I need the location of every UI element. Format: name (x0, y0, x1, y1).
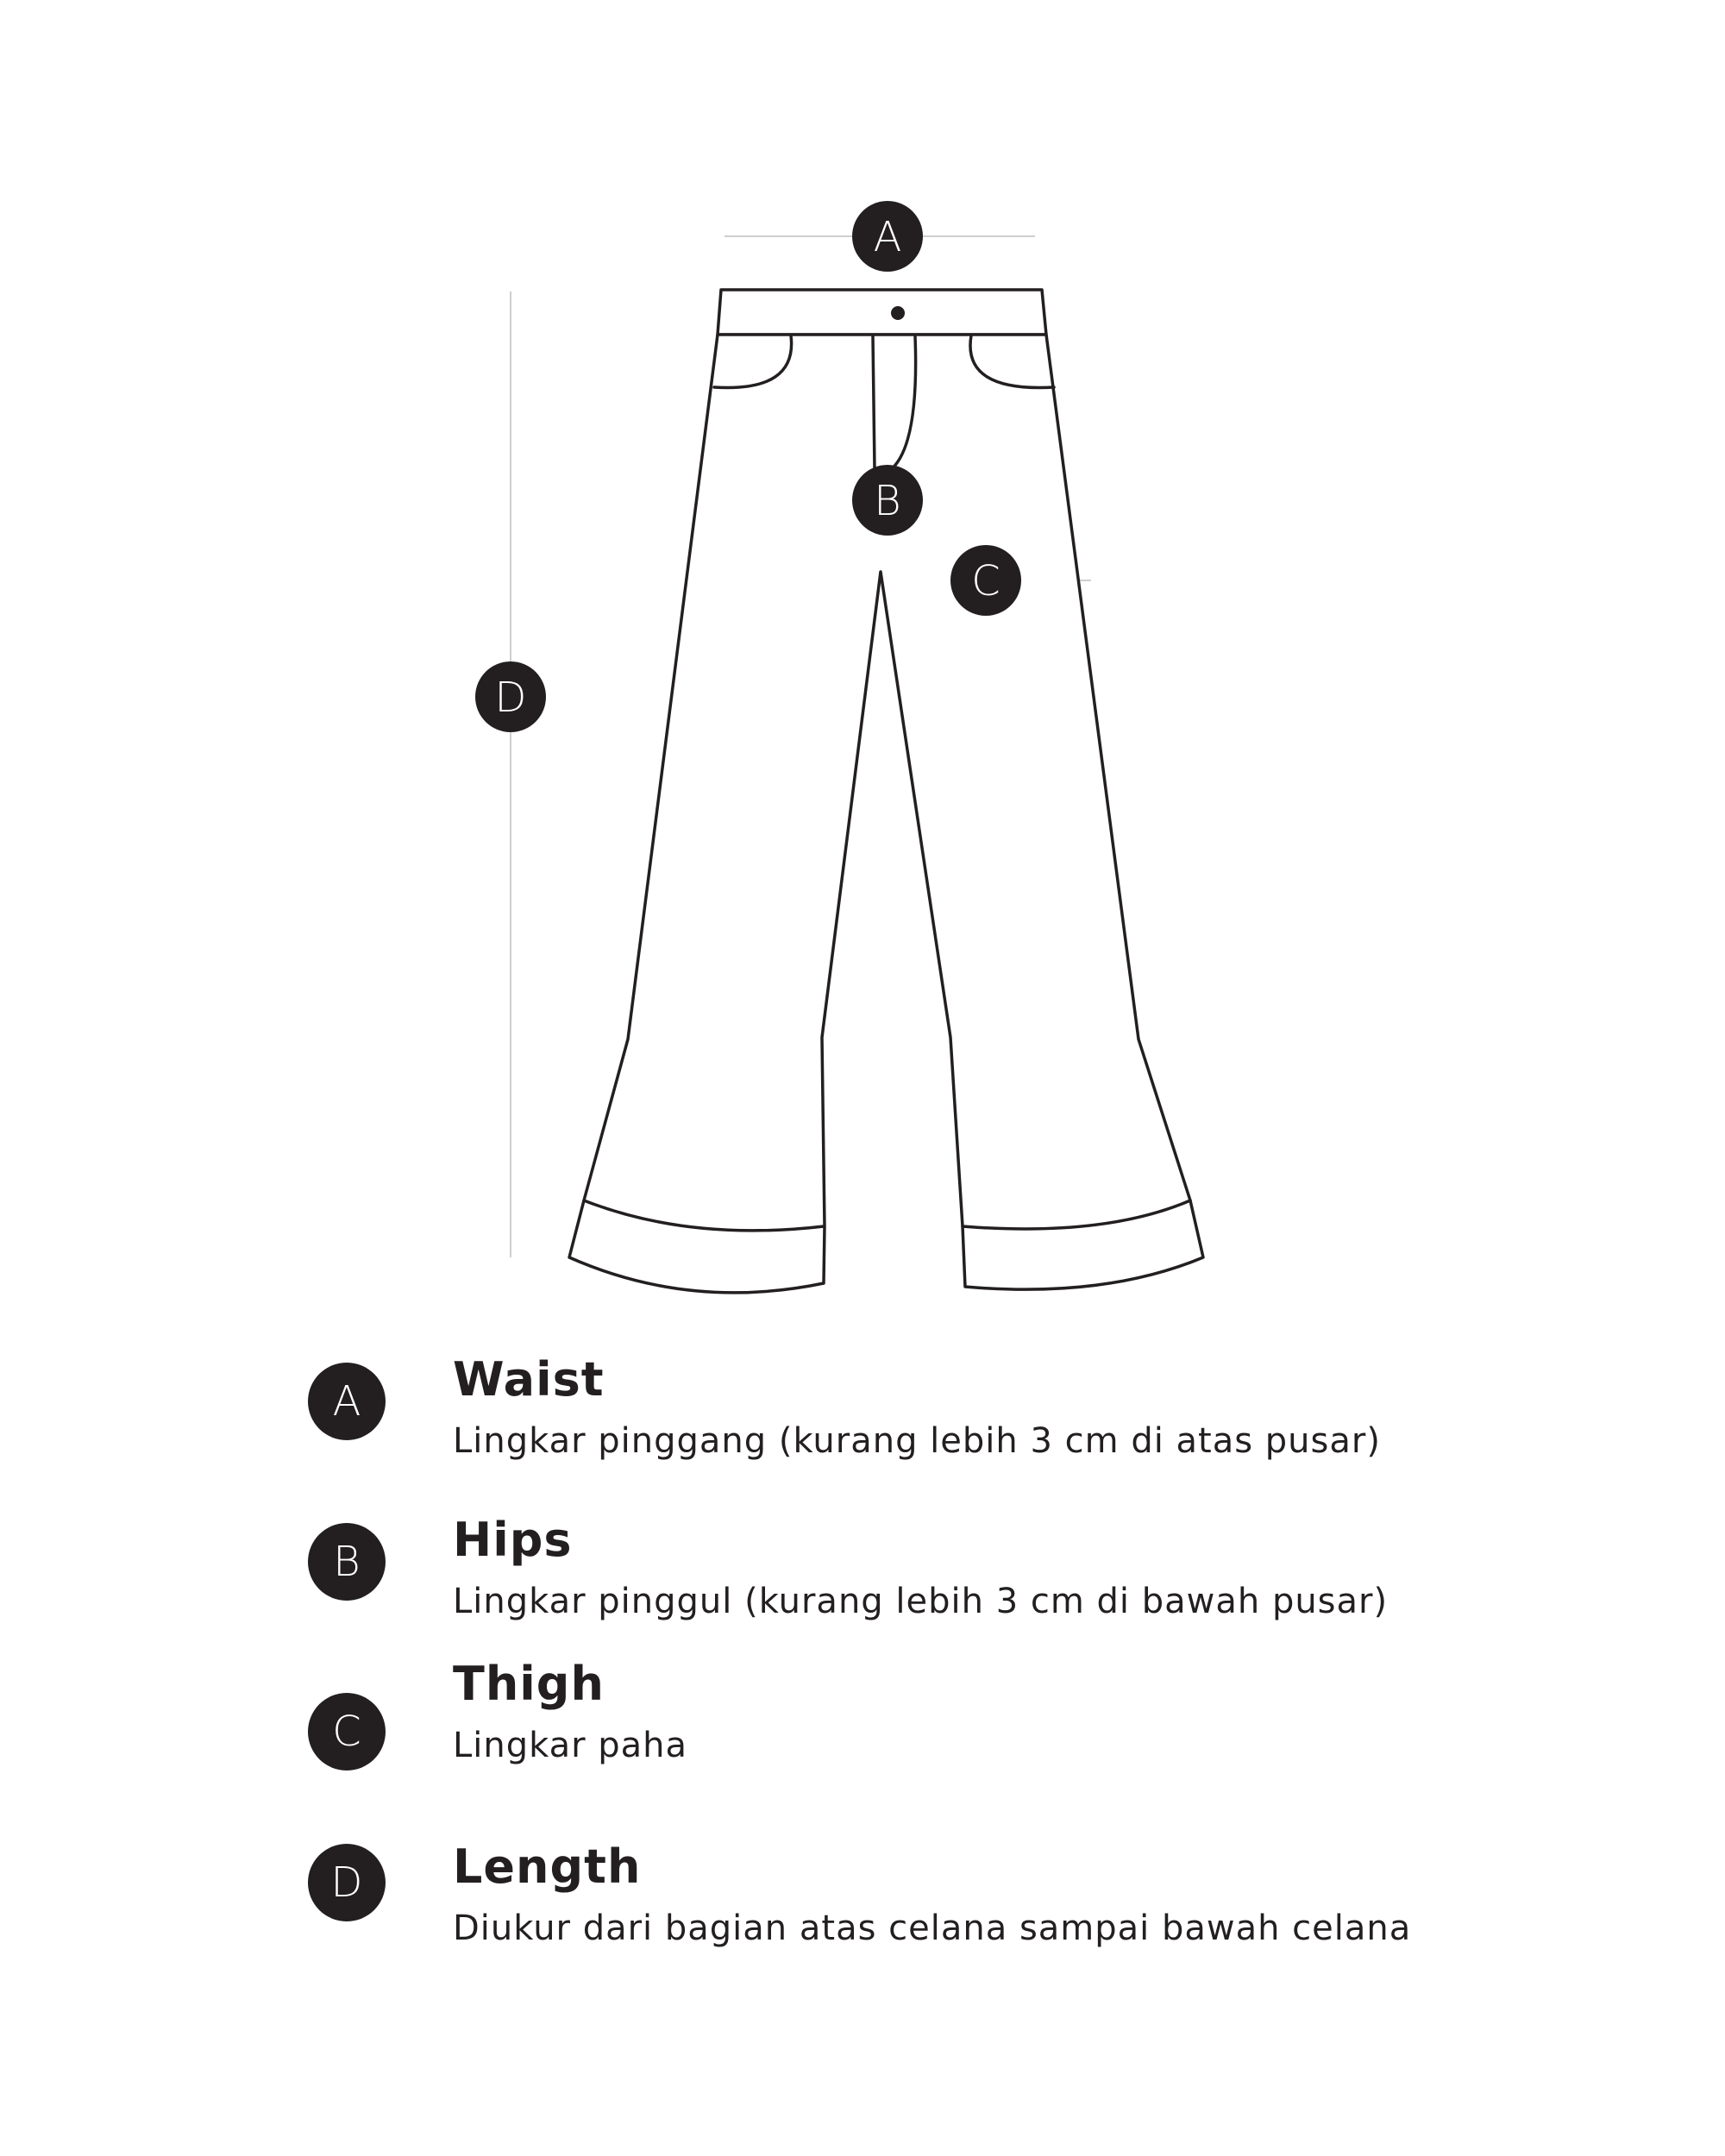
button-icon (891, 306, 905, 320)
marker-a-label: A (873, 213, 902, 261)
fly-line (873, 336, 875, 469)
marker-d (475, 661, 546, 732)
marker-d-label: D (494, 674, 527, 722)
marker-c-label: C (971, 557, 1000, 605)
waistband (718, 290, 1046, 335)
legend-row-thigh (308, 1657, 1602, 1839)
legend-title-waist: Waist (453, 1352, 605, 1407)
legend-row-hips (308, 1513, 1602, 1670)
legend-row-length (308, 1839, 1602, 1990)
legend-desc-thigh: Lingkar paha (453, 1726, 688, 1765)
legend-badge-b: B (308, 1523, 386, 1601)
legend-desc-hips: Lingkar pinggul (kurang lebih 3 cm di bawah pusar) (453, 1582, 1389, 1621)
marker-b-label: B (874, 477, 901, 525)
legend-row-waist (308, 1352, 1602, 1509)
marker-c (950, 545, 1021, 616)
marker-a (852, 201, 923, 272)
pants-outline (569, 290, 1203, 1293)
legend-title-hips: Hips (453, 1513, 573, 1567)
legend-badge-d: D (308, 1844, 386, 1921)
legend-badge-c: C (308, 1693, 386, 1771)
legend-title-length: Length (453, 1839, 642, 1894)
legend-desc-waist: Lingkar pinggang (kurang lebih 3 cm di atas pusar) (453, 1421, 1381, 1461)
legend-desc-length: Diukur dari bagian atas celana sampai bawah celana (453, 1908, 1412, 1948)
legend-badge-a: A (308, 1363, 386, 1440)
legend-title-thigh: Thigh (453, 1657, 605, 1711)
marker-b (852, 465, 923, 536)
